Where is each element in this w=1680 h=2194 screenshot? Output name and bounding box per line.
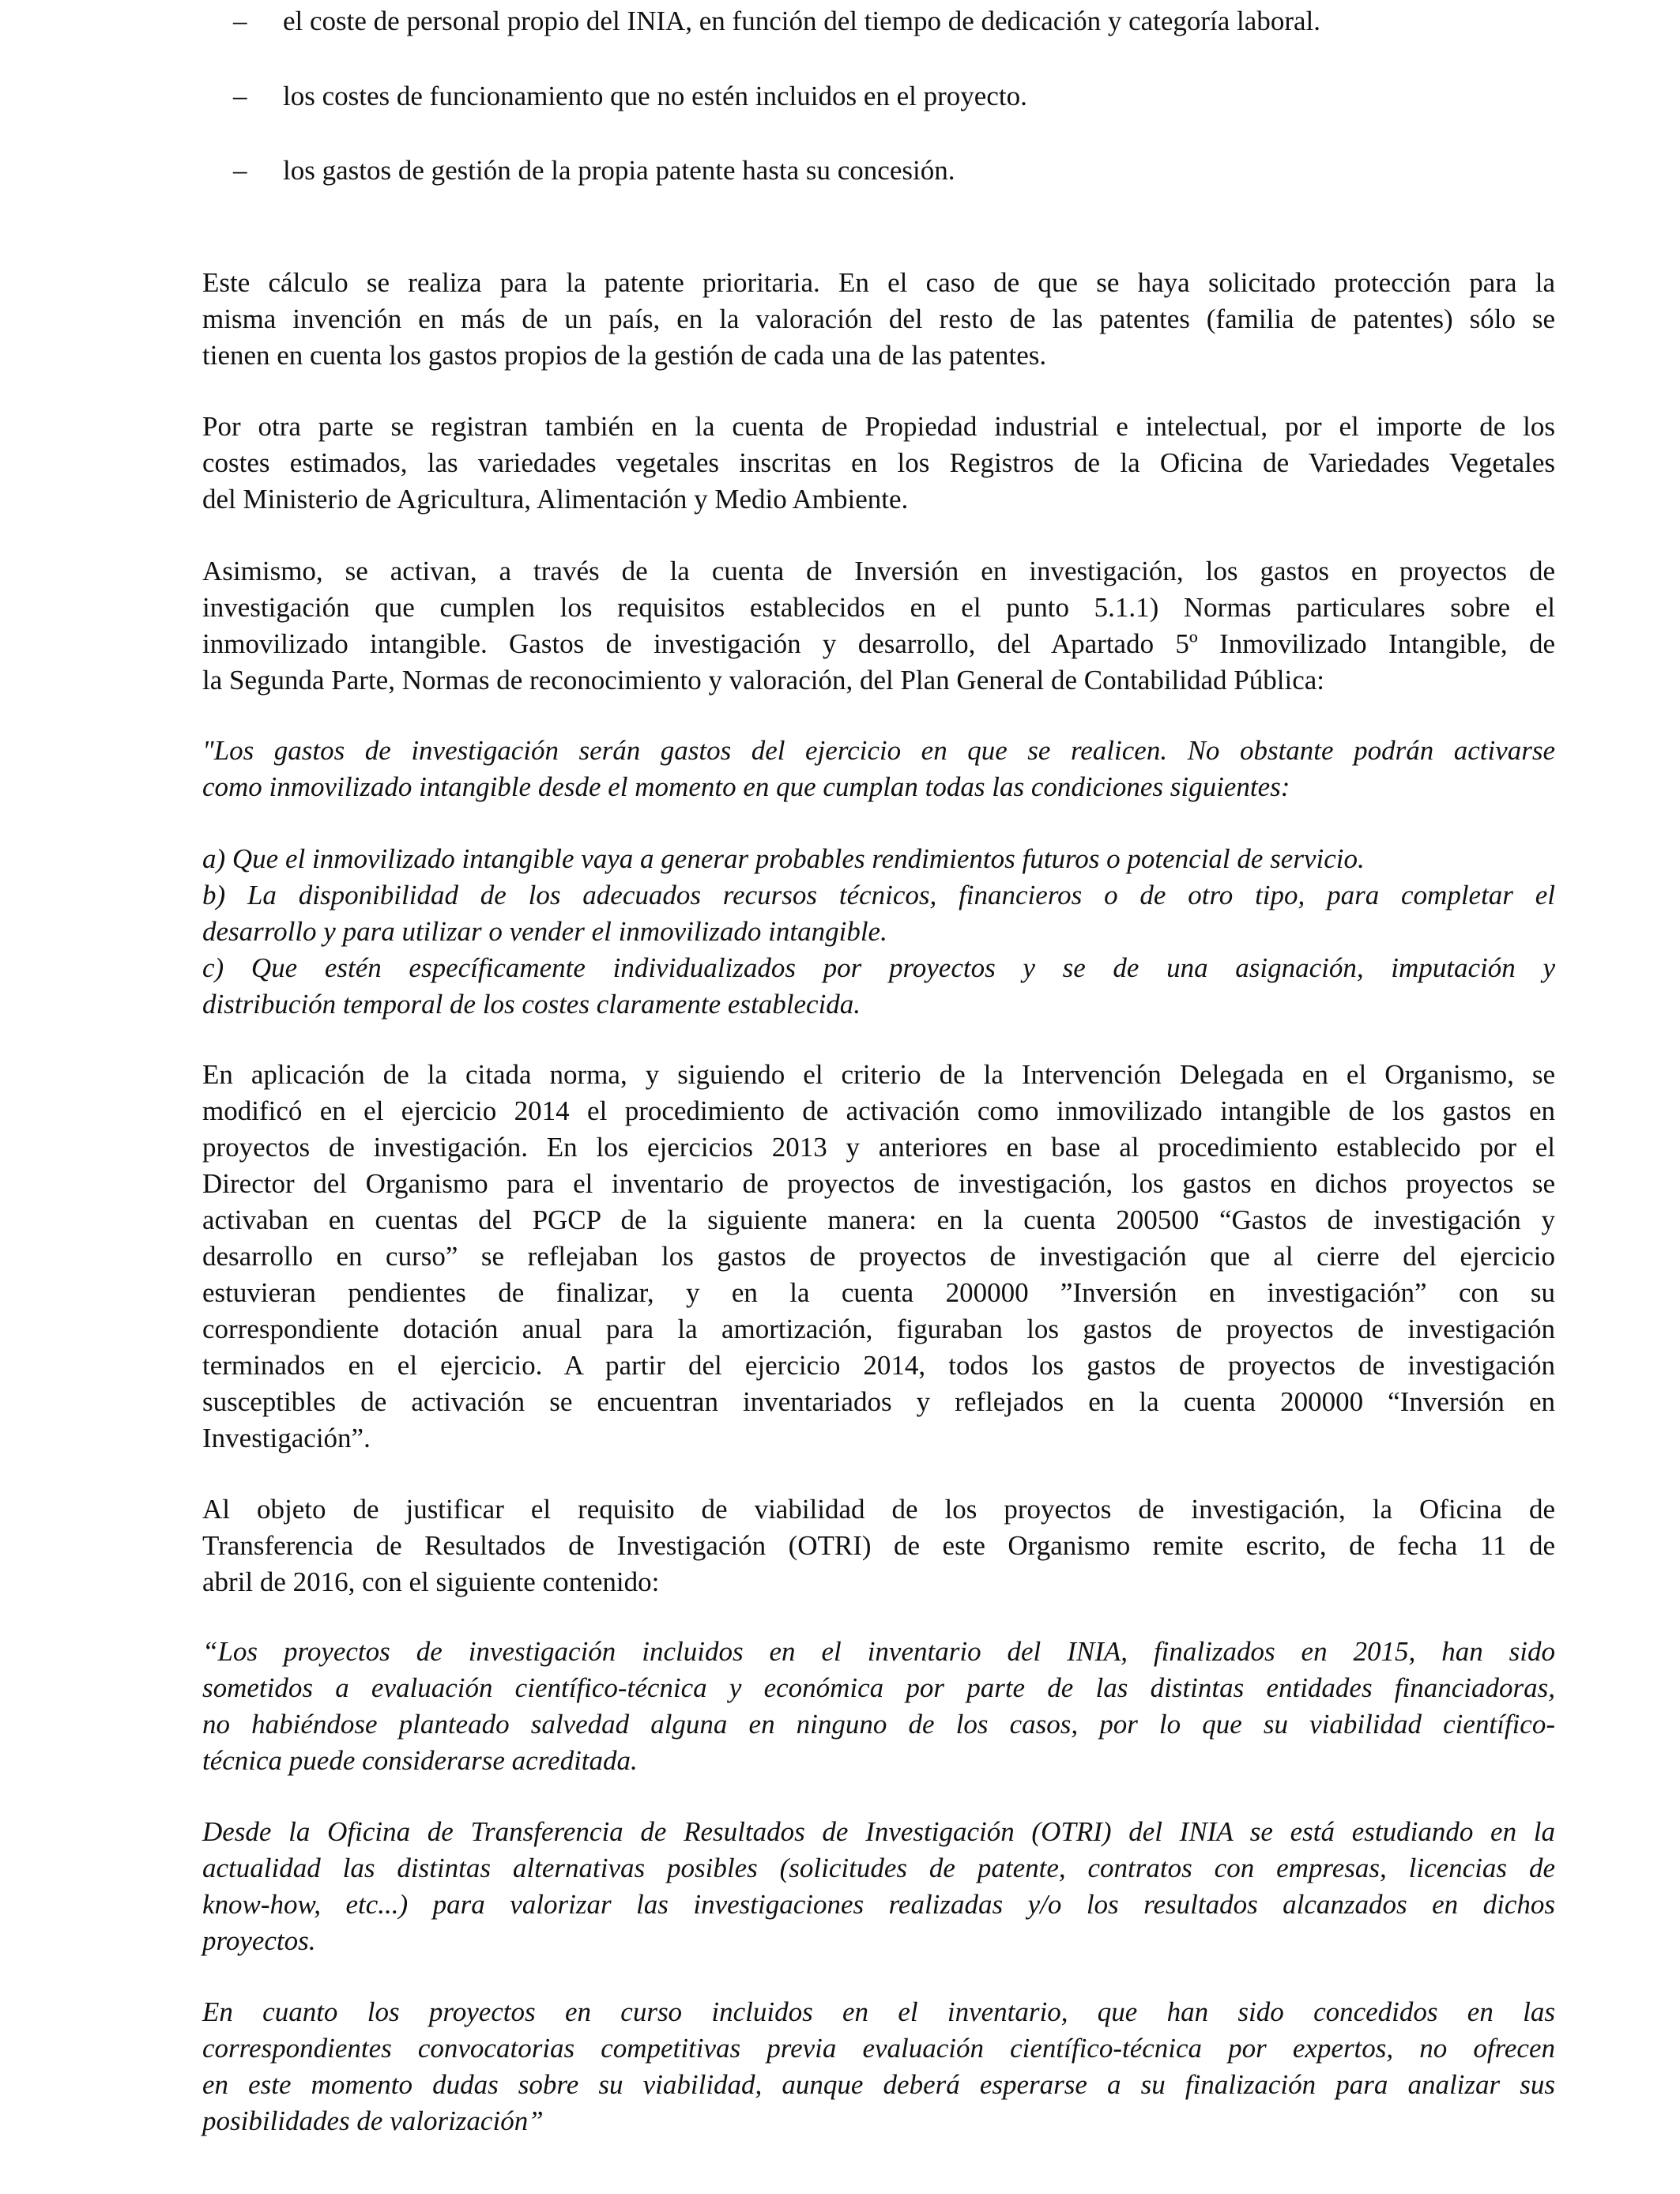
text-line: en este momento dudas sobre su viabilidad, aunque deberá esperarse a su finalización para analizar sus — [202, 2069, 1555, 2100]
text-line: Investigación”. — [202, 1423, 371, 1453]
text-line: modificó en el ejercicio 2014 el procedimiento de activación como inmovilizado intangible de los gastos en — [202, 1095, 1555, 1126]
text-line: desarrollo y para utilizar o vender el inmovilizado intangible. — [202, 916, 887, 947]
paragraph-patent-calculation — [202, 265, 1555, 374]
text-line: susceptibles de activación se encuentran inventariados y reflejados en la cuenta 200000 “Inversión en — [202, 1386, 1555, 1417]
text-line: desarrollo en curso” se reflejaban los gastos de proyectos de investigación que al cierre del ejercicio — [202, 1241, 1555, 1272]
text-line: terminados en el ejercicio. A partir del ejercicio 2014, todos los gastos de proyectos de investigación — [202, 1350, 1555, 1381]
quote-research-expenses — [202, 733, 1555, 805]
quote-ongoing-projects — [202, 1994, 1555, 2139]
list-item-text: los costes de funcionamiento que no estén incluidos en el proyecto. — [283, 81, 1027, 111]
text-line: correspondientes convocatorias competitivas previa evaluación científico-técnica por expertos, no ofrecen — [202, 2033, 1555, 2064]
text-line: tienen en cuenta los gastos propios de la gestión de cada una de las patentes. — [202, 340, 1047, 371]
list-item-text: el coste de personal propio del INIA, en función del tiempo de dedicación y categoría laboral. — [283, 6, 1320, 36]
text-line: Por otra parte se registran también en la cuenta de Propiedad industrial e intelectual, por el importe de los — [202, 411, 1555, 442]
text-line: En cuanto los proyectos en curso incluidos en el inventario, que han sido concedidos en las — [202, 1996, 1555, 2027]
text-line: estuvieran pendientes de finalizar, y en la cuenta 200000 ”Inversión en investigación” con su — [202, 1277, 1555, 1308]
text-line: misma invención en más de un país, en la valoración del resto de las patentes (familia de patentes) sólo se — [202, 303, 1555, 334]
quote-conditions-list — [202, 841, 1555, 1023]
text-line: actualidad las distintas alternativas posibles (solicitudes de patente, contratos con empresas, licencias de — [202, 1853, 1555, 1883]
text-line: c) Que estén específicamente individualizados por proyectos y se de una asignación, imputación y — [202, 952, 1555, 983]
text-line: costes estimados, las variedades vegetales inscritas en los Registros de la Oficina de Variedades Vegetales — [202, 447, 1555, 478]
text-line: Este cálculo se realiza para la patente prioritaria. En el caso de que se haya solicitado protección para la — [202, 267, 1555, 298]
list-item-text: los gastos de gestión de la propia patente hasta su concesión. — [283, 155, 955, 186]
text-line: Al objeto de justificar el requisito de viabilidad de los proyectos de investigación, la Oficina de — [202, 1494, 1555, 1525]
text-line: como inmovilizado intangible desde el momento en que cumplan todas las condiciones siguientes: — [202, 771, 1290, 802]
text-line: inmovilizado intangible. Gastos de investigación y desarrollo, del Apartado 5º Inmovilizado Intangible, de — [202, 628, 1555, 659]
text-line: Desde la Oficina de Transferencia de Resultados de Investigación (OTRI) del INIA se está estudiando en la — [202, 1816, 1555, 1847]
text-line: Transferencia de Resultados de Investigación (OTRI) de este Organismo remite escrito, de fecha 11 de — [202, 1530, 1555, 1561]
text-line: Asimismo, se activan, a través de la cuenta de Inversión en investigación, los gastos en proyectos de — [202, 556, 1555, 586]
text-line: "Los gastos de investigación serán gastos del ejercicio en que se realicen. No obstante podrán activarse — [202, 735, 1555, 766]
text-line: proyectos de investigación. En los ejercicios 2013 y anteriores en base al procedimiento establecido por el — [202, 1132, 1555, 1163]
bullet-dash: – — [233, 155, 247, 186]
quote-finished-projects — [202, 1634, 1555, 1779]
paragraph-activation-procedure — [202, 1057, 1555, 1457]
text-line: investigación que cumplen los requisitos establecidos en el punto 5.1.1) Normas particulares sobre el — [202, 592, 1555, 623]
text-line: la Segunda Parte, Normas de reconocimiento y valoración, del Plan General de Contabilidad Pública: — [202, 665, 1324, 696]
quote-otri-study — [202, 1814, 1555, 1959]
text-line: Director del Organismo para el inventario de proyectos de investigación, los gastos en dichos proyectos se — [202, 1168, 1555, 1199]
paragraph-research-investment — [202, 553, 1555, 699]
text-line: proyectos. — [202, 1925, 316, 1956]
paragraph-otri-letter — [202, 1491, 1555, 1600]
text-line: técnica puede considerarse acreditada. — [202, 1745, 638, 1776]
text-line: b) La disponibilidad de los adecuados recursos técnicos, financieros o de otro tipo, para completar el — [202, 880, 1555, 910]
text-line: sometidos a evaluación científico-técnica y económica por parte de las distintas entidades financiadoras, — [202, 1672, 1555, 1703]
paragraph-plant-varieties — [202, 409, 1555, 518]
text-line: En aplicación de la citada norma, y siguiendo el criterio de la Intervención Delegada en el Organismo, se — [202, 1059, 1555, 1090]
text-line: correspondiente dotación anual para la amortización, figuraban los gastos de proyectos de investigación — [202, 1314, 1555, 1344]
text-line: abril de 2016, con el siguiente contenido: — [202, 1566, 660, 1597]
text-line: know-how, etc...) para valorizar las investigaciones realizadas y/o los resultados alcanzados en dichos — [202, 1889, 1555, 1920]
text-line: del Ministerio de Agricultura, Alimentación y Medio Ambiente. — [202, 484, 909, 515]
text-line: “Los proyectos de investigación incluidos en el inventario del INIA, finalizados en 2015, han sido — [202, 1636, 1555, 1667]
text-line: a) Que el inmovilizado intangible vaya a generar probables rendimientos futuros o potencial de servicio. — [202, 843, 1365, 874]
bullet-dash: – — [233, 81, 247, 111]
text-line: activaban en cuentas del PGCP de la siguiente manera: en la cuenta 200500 “Gastos de investigación y — [202, 1204, 1555, 1235]
bullet-dash: – — [233, 6, 247, 36]
text-line: no habiéndose planteado salvedad alguna en ninguno de los casos, por lo que su viabilidad científico- — [202, 1709, 1555, 1740]
text-line: distribución temporal de los costes claramente establecida. — [202, 989, 861, 1020]
text-line: posibilidades de valorización” — [202, 2105, 544, 2136]
